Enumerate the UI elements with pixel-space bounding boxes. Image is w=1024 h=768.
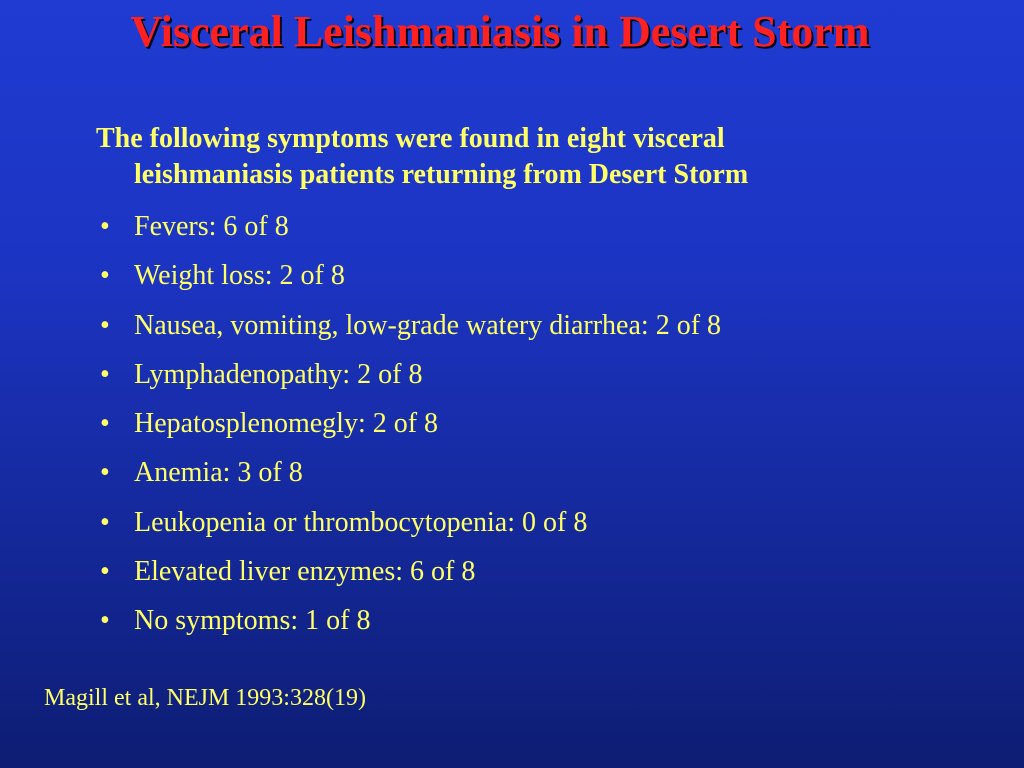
list-item [96, 601, 721, 650]
list-item-text: Lymphadenopathy: 2 of 8 [134, 358, 423, 390]
bullet-icon: • [100, 260, 110, 292]
list-item-text: Elevated liver enzymes: 6 of 8 [134, 556, 476, 588]
slide-title: Visceral Leishmaniasis in Desert Storm [130, 7, 870, 56]
list-item-text: Leukopenia or thrombocytopenia: 0 of 8 [134, 506, 588, 538]
list-item-text: Weight loss: 2 of 8 [134, 260, 345, 292]
intro-paragraph [96, 121, 936, 193]
list-item [96, 503, 721, 552]
list-item-text: Anemia: 3 of 8 [134, 457, 303, 489]
symptom-list [96, 207, 721, 651]
list-item [96, 306, 721, 355]
list-item-text: Fevers: 6 of 8 [134, 211, 289, 242]
intro-line-2: leishmaniasis patients returning from Desert Storm [134, 159, 749, 190]
intro-line-1: The following symptoms were found in eight visceral [96, 123, 725, 154]
bullet-icon: • [100, 506, 110, 538]
bullet-icon: • [100, 556, 110, 588]
bullet-icon: • [100, 457, 110, 489]
bullet-icon: • [100, 408, 110, 440]
list-item-text: No symptoms: 1 of 8 [134, 605, 371, 637]
bullet-icon: • [100, 358, 110, 390]
bullet-icon: • [100, 211, 110, 242]
citation: Magill et al, NEJM 1993:328(19) [44, 685, 366, 711]
list-item [96, 404, 721, 453]
list-item [96, 355, 721, 404]
list-item [96, 207, 721, 256]
list-item-text: Nausea, vomiting, low-grade watery diarrhea: 2 of 8 [134, 309, 722, 341]
list-item [96, 453, 721, 502]
list-item-text: Hepatosplenomegly: 2 of 8 [134, 408, 439, 440]
list-item [96, 552, 721, 601]
bullet-icon: • [100, 605, 110, 637]
bullet-icon: • [100, 309, 110, 341]
list-item [96, 256, 721, 305]
